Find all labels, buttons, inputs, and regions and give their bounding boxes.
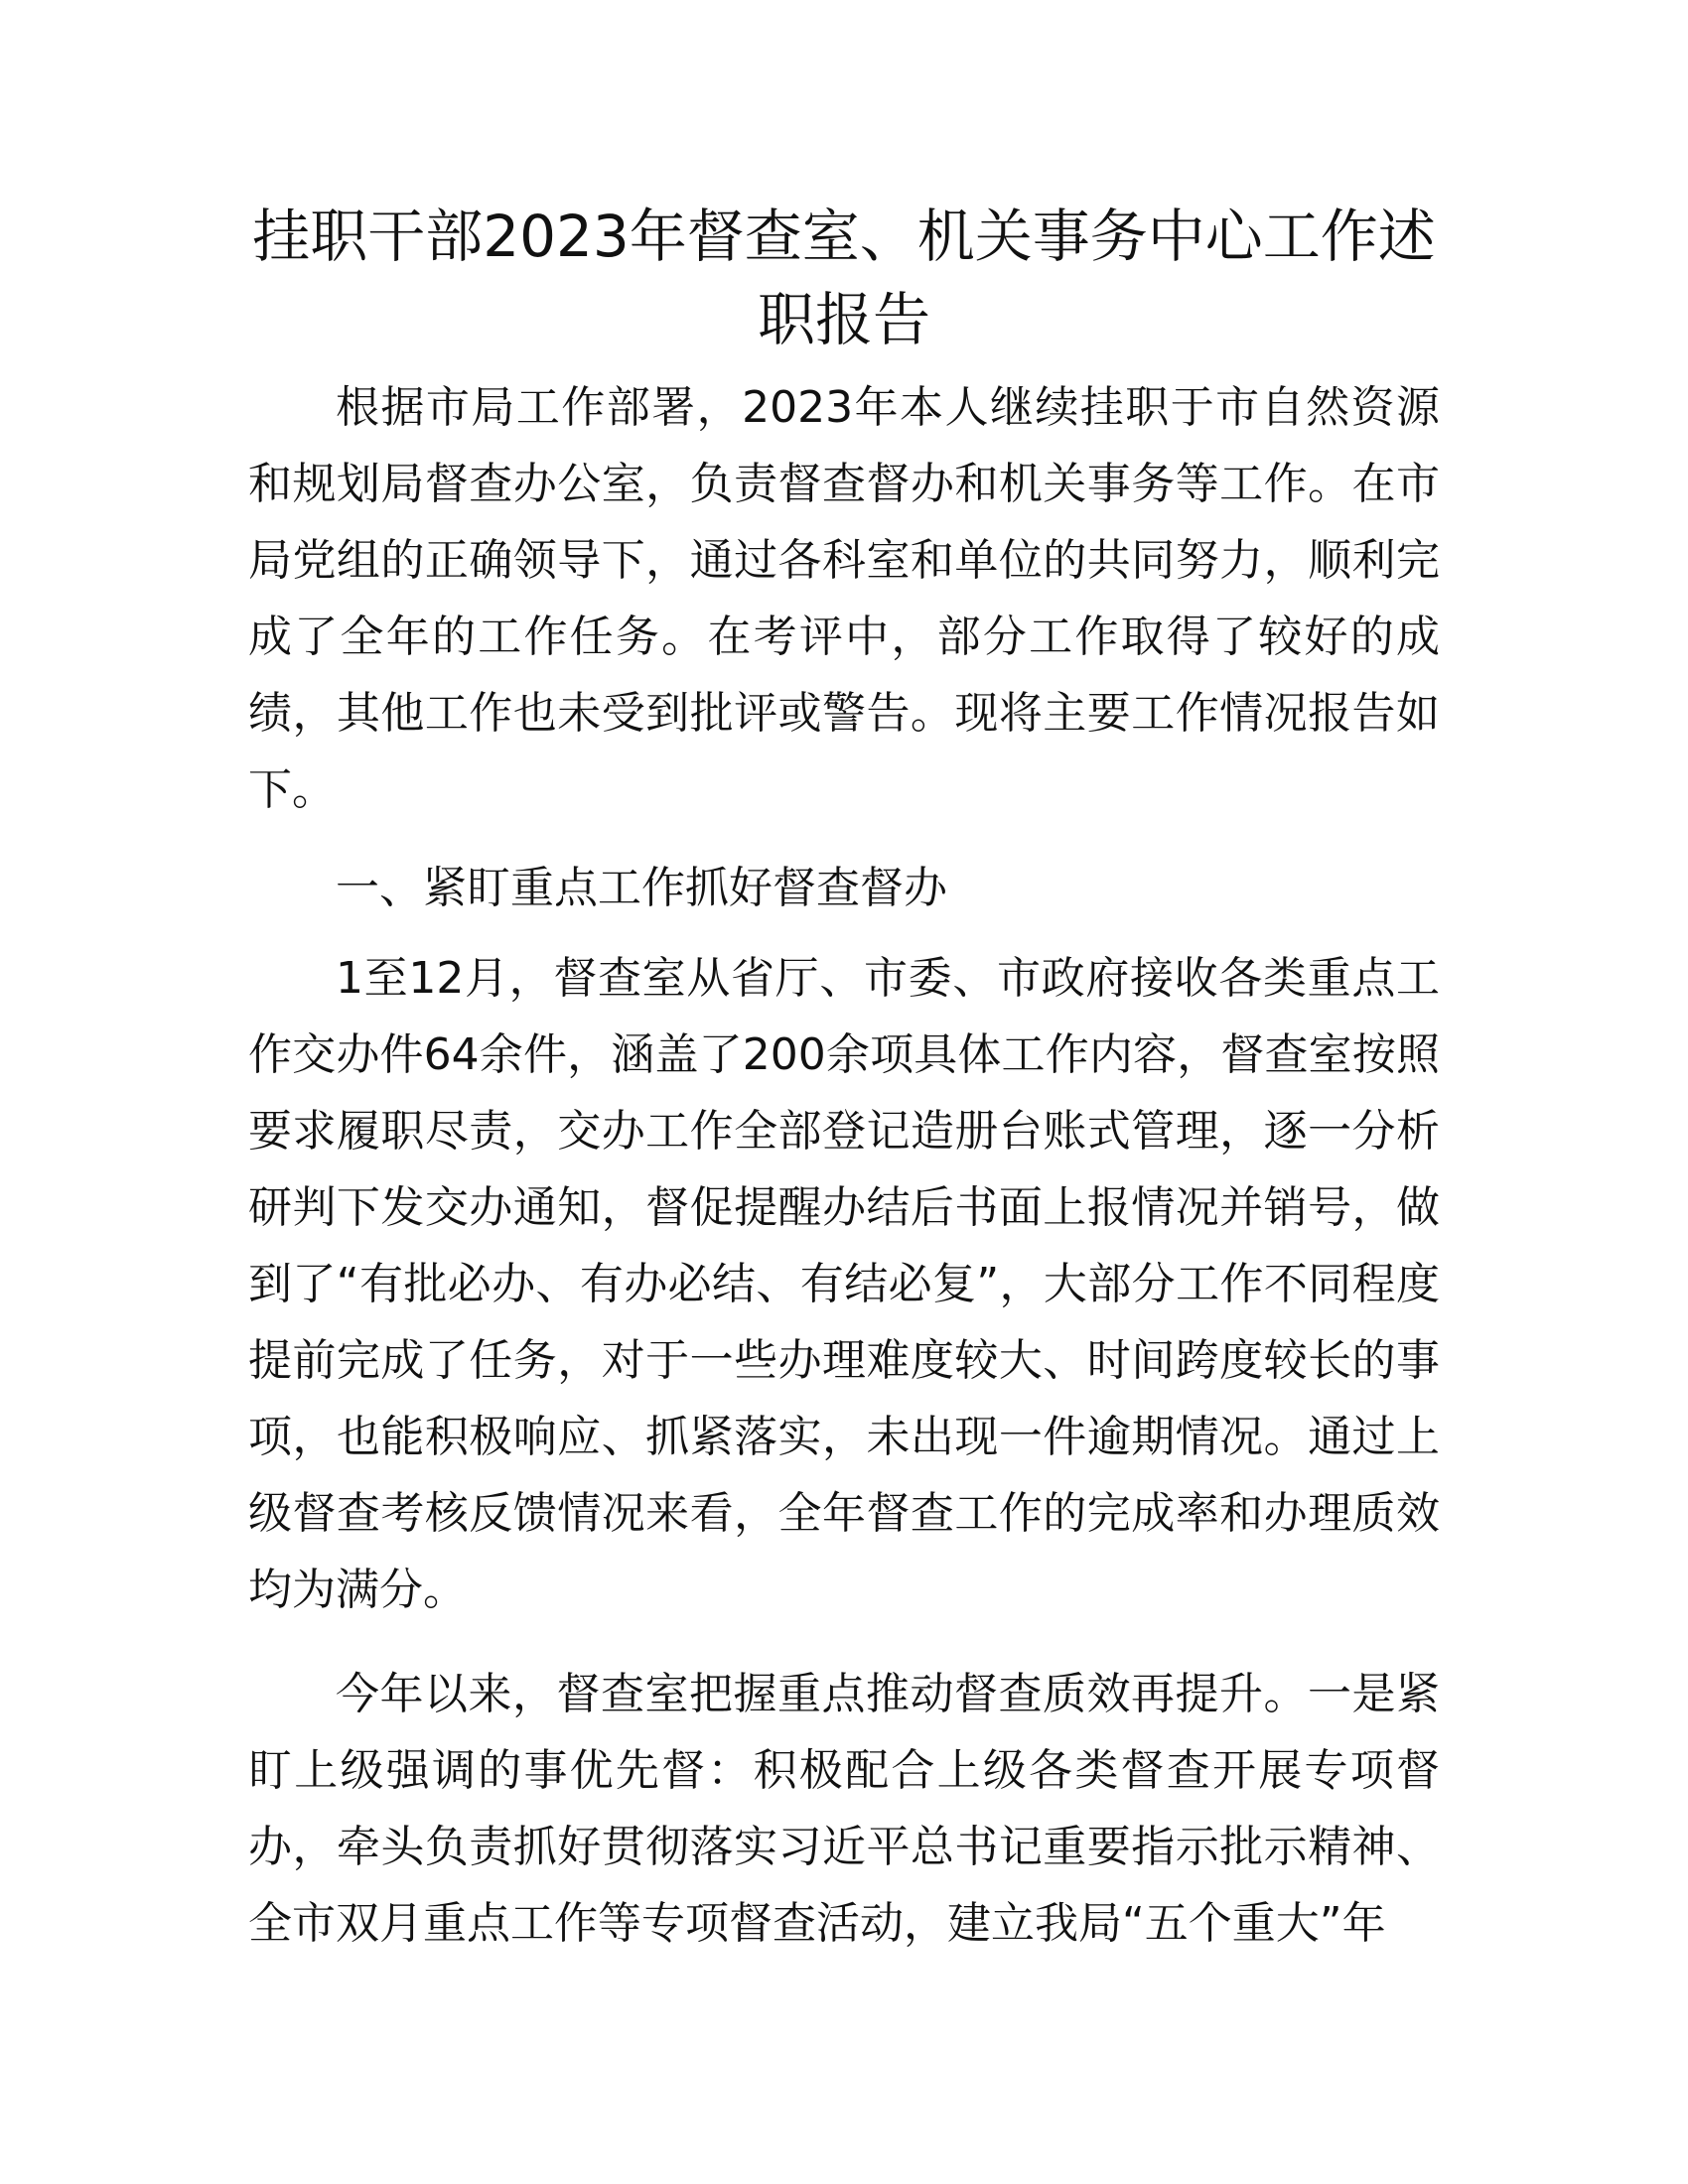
- document-title: [228, 195, 1460, 361]
- title-line-1: 挂职干部2023年督查室、机关事务中心工作述: [252, 203, 1436, 270]
- title-line-2: 职报告: [757, 286, 930, 353]
- supervision-paragraph: 1至12月，督查室从省厅、市委、市政府接收各类重点工作交办件64余件，涵盖了200余项具体工作内容，督查室按照要求履职尽责，交办工作全部登记造册台账式管理，逐一分析研判下发交办通知，督促提醒办结后书面上报情况并销号，做到了“有批必办、有办必结、有结必复”，大部分工作不同程度提前完成了任务，对于一些办理难度较大、时间跨度较长的事项，也能积极响应、抓紧落实，未出现一件逾期情况。通过上级督查考核反馈情况来看，全年督查工作的完成率和办理质效均为满分。: [248, 953, 1440, 1615]
- document-body: [248, 369, 1440, 1962]
- intro-paragraph: 根据市局工作部署，2023年本人继续挂职于市自然资源和规划局督查办公室，负责督查督办和机关事务等工作。在市局党组的正确领导下，通过各科室和单位的共同努力，顺利完成了全年的工作任务。在考评中，部分工作取得了较好的成绩，其他工作也未受到批评或警告。现将主要工作情况报告如下。: [248, 382, 1440, 815]
- quality-paragraph: 今年以来，督查室把握重点推动督查质效再提升。一是紧盯上级强调的事优先督：积极配合上级各类督查开展专项督办，牵头负责抓好贯彻落实习近平总书记重要指示批示精神、全市双月重点工作等专项督查活动，建立我局“五个重大”年: [248, 1669, 1440, 1949]
- section-heading-1: 一、紧盯重点工作抓好督查督办: [336, 863, 947, 913]
